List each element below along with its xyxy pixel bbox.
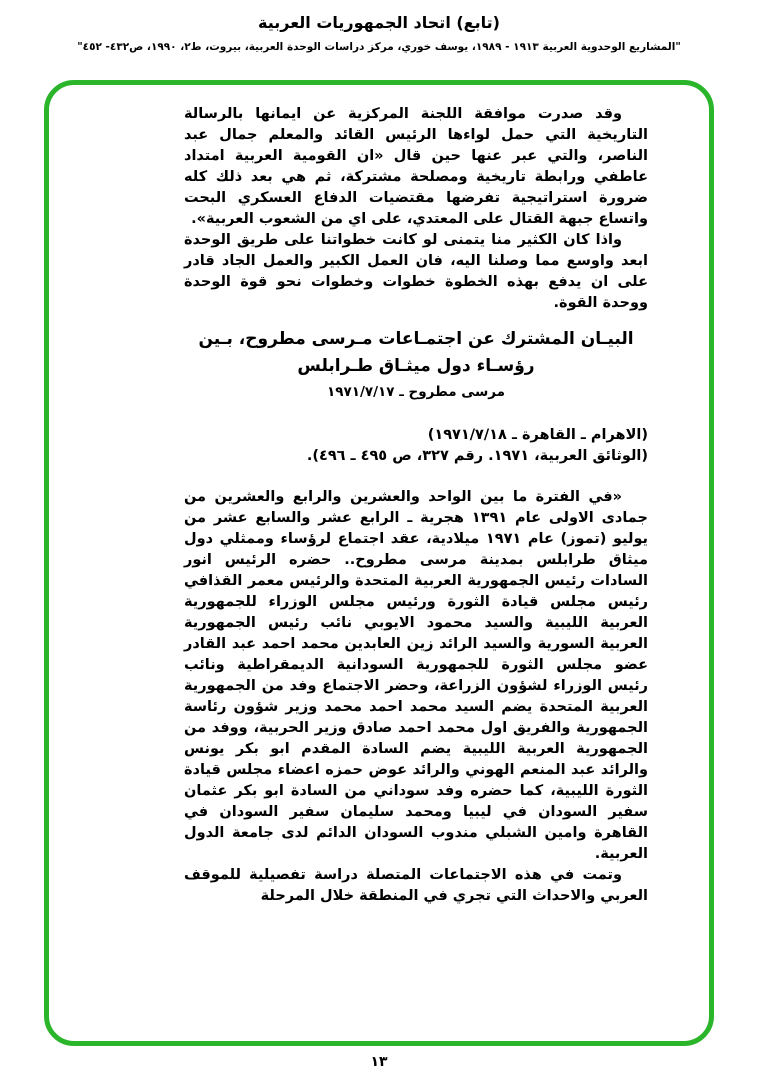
page-header	[0, 13, 758, 53]
page-number: ١٣	[370, 1054, 388, 1070]
source-reference-wathaiq: (الوثائق العربية، ١٩٧١. رقم ٣٢٧، ص ٤٩٥ ـ ٤٩٦).	[306, 448, 648, 464]
paragraph-unity-steps: واذا كان الكثير منا يتمنى لو كانت خطواتنا على طريق الوحدة ابعد واوسع مما وصلنا اليه، فان العمل الكبير والعمل الجاد قادر على ان يدفع بهذه الخطوة خطوات وخطوات نحو قوة الوحدة ووحدة القوة.	[184, 232, 648, 311]
source-references	[184, 425, 648, 467]
header-citation: "المشاريع الوحدوية العربية ١٩١٣ - ١٩٨٩، يوسف خوري، مركز دراسات الوحدة العربية، بيروت، ط٢، ١٩٩٠، ص٤٣٢- ٤٥٢"	[77, 41, 681, 53]
statement-heading: البيـان المشترك عن اجتمـاعات مـرسى مطروح، بـين رؤسـاء دول ميثـاق طـرابلس	[198, 329, 634, 376]
source-reference-ahram: (الاهرام ـ القاهرة ـ ١٩٧١/٧/١٨)	[427, 427, 648, 443]
paragraph-central-committee: وقد صدرت موافقة اللجنة المركزية عن ايمانها بالرسالة التاريخية التي حمل لواءها الرئيس القائد والمعلم جمال عبد الناصر، والتي عبر عنها حين قال «ان القومية العربية امتداد عاطفي ورابطة تاريخية ومصلحة مشتركة، ثم هي بعد ذلك كله ضرورة استراتيجية تفرضها مقتضيات الدفاع العسكري البحت واتساع جبهة القتال على المعتدي، على اي من الشعوب العربية».	[184, 106, 648, 227]
paragraph-meeting-attendees: «في الفترة ما بين الواحد والعشرين والرابع والعشرين من جمادى الاولى عام ١٣٩١ هجرية ـ الرابع عشر والسابع عشر من يوليو (تموز) عام ١٩٧١ ميلادية، عقد اجتماع لرؤساء وممثلي دول ميثاق طرابلس بمدينة مرسى مطروح.. حضره الرئيس انور السادات رئيس الجمهورية العربية المتحدة والرئيس معمر القذافي رئيس مجلس قيادة الثورة ورئيس مجلس الوزراء للجمهورية العربية الليبية والسيد محمود الايوبي نائب رئيس الجمهورية العربية السورية والسيد الرائد زين العابدين محمد احمد عبد القادر عضو مجلس الثورة للجمهورية السودانية الديمقراطية ونائب رئيس الوزراء لشؤون الزراعة، وحضر الاجتماع وفد من الجمهورية العربية المتحدة يضم السيد محمد احمد محمد وزير شؤون رئاسة الجمهورية والفريق اول محمد احمد صادق وزير الحربية، ووفد من الجمهورية العربية الليبية يضم السادة المقدم ابو بكر يونس والرائد عبد المنعم الهوني والرائد عوض حمزه اعضاء مجلس قيادة الثورة الليبية، كما حضره وفد سوداني من السادة ابو بكر عثمان سفير السودان في ليبيا ومحمد سليمان سفير السودان في القاهرة وامين الشبلي مندوب السودان الدائم لدى جامعة الدول العربية.	[184, 489, 649, 862]
document-body	[184, 104, 648, 907]
header-title: (تابع) اتحاد الجمهوريات العربية	[258, 13, 500, 32]
statement-date: مرسى مطروح ـ ١٩٧١/٧/١٧	[327, 384, 505, 400]
page-footer	[0, 1054, 758, 1070]
paragraph-meeting-study: وتمت في هذه الاجتماعات المتصلة دراسة تفصيلية للموقف العربي والاحداث التي تجري في المنطقة خلال المرحلة	[184, 867, 648, 904]
